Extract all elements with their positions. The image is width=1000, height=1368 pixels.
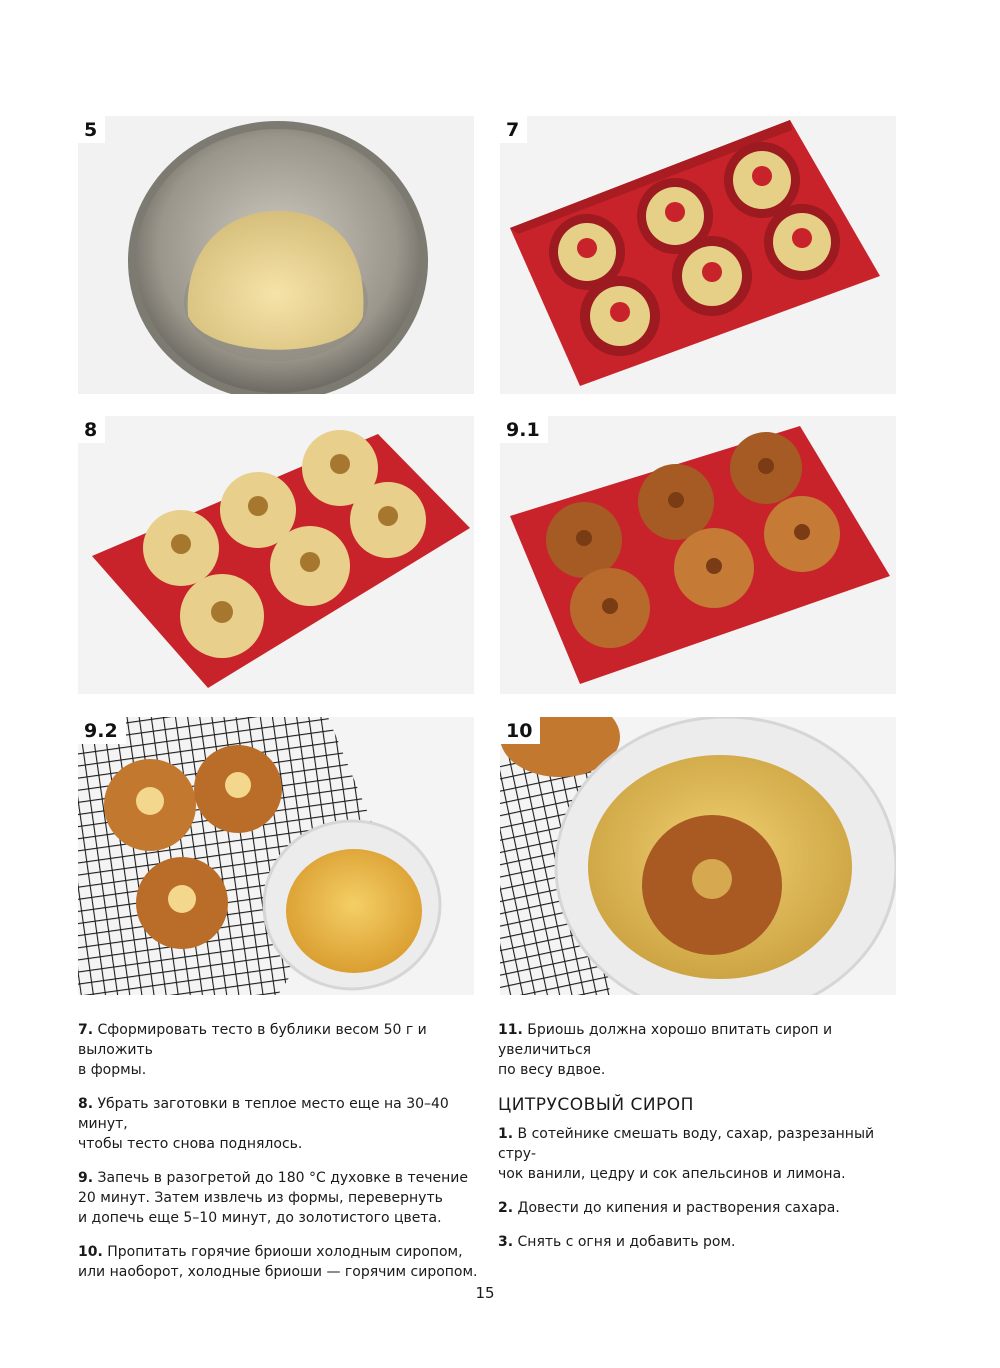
brioche-soaking-image xyxy=(500,717,896,995)
step-9-text: 9. Запечь в разогретой до 180 °С духовке в течение 20 минут. Затем извлечь из формы, перевернуть и допечь еще 5–10 минут, до золотистого цвета. xyxy=(78,1170,469,1226)
left-instructions xyxy=(78,1020,478,1296)
step-10-text: 10. Пропитать горячие бриоши холодным сиропом, или наоборот, холодные бриоши — горячим сиропом. xyxy=(78,1244,478,1280)
page-number: 15 xyxy=(475,1284,495,1302)
photo-step-5 xyxy=(78,116,474,394)
step-label: 10 xyxy=(500,717,540,744)
rack-brioche-syrup-image xyxy=(78,717,474,995)
right-instructions xyxy=(498,1020,908,1266)
step-label: 8 xyxy=(78,416,105,443)
step-7-text: 7. Сформировать тесто в бублики весом 50 г и выложить в формы. xyxy=(78,1022,427,1078)
syrup-section-title: ЦИТРУСОВЫЙ СИРОП xyxy=(498,1095,694,1115)
step-label: 5 xyxy=(78,116,105,143)
mold-dough-rings-image xyxy=(500,116,896,394)
syrup-step-3-text: 3. Снять с огня и добавить ром. xyxy=(498,1234,736,1250)
syrup-step-1-text: 1. В сотейнике смешать воду, сахар, разрезанный стру- чок ванили, цедру и сок апельсинов и лимона. xyxy=(498,1126,875,1182)
photo-step-10 xyxy=(500,717,896,995)
dough-bowl-image xyxy=(78,116,474,394)
photo-step-8 xyxy=(78,416,474,694)
syrup-step-2-text: 2. Довести до кипения и растворения сахара. xyxy=(498,1200,840,1216)
photo-step-9-1 xyxy=(500,416,896,694)
step-label: 7 xyxy=(500,116,527,143)
step-label: 9.2 xyxy=(78,717,126,744)
photo-step-7 xyxy=(500,116,896,394)
step-8-text: 8. Убрать заготовки в теплое место еще на 30–40 минут, чтобы тесто снова поднялось. xyxy=(78,1096,449,1152)
step-label: 9.1 xyxy=(500,416,548,443)
step-11-text: 11. Бриошь должна хорошо впитать сироп и увеличиться по весу вдвое. xyxy=(498,1022,833,1078)
photo-step-9-2 xyxy=(78,717,474,995)
mold-risen-dough-image xyxy=(78,416,474,694)
mold-baked-brioche-image xyxy=(500,416,896,694)
